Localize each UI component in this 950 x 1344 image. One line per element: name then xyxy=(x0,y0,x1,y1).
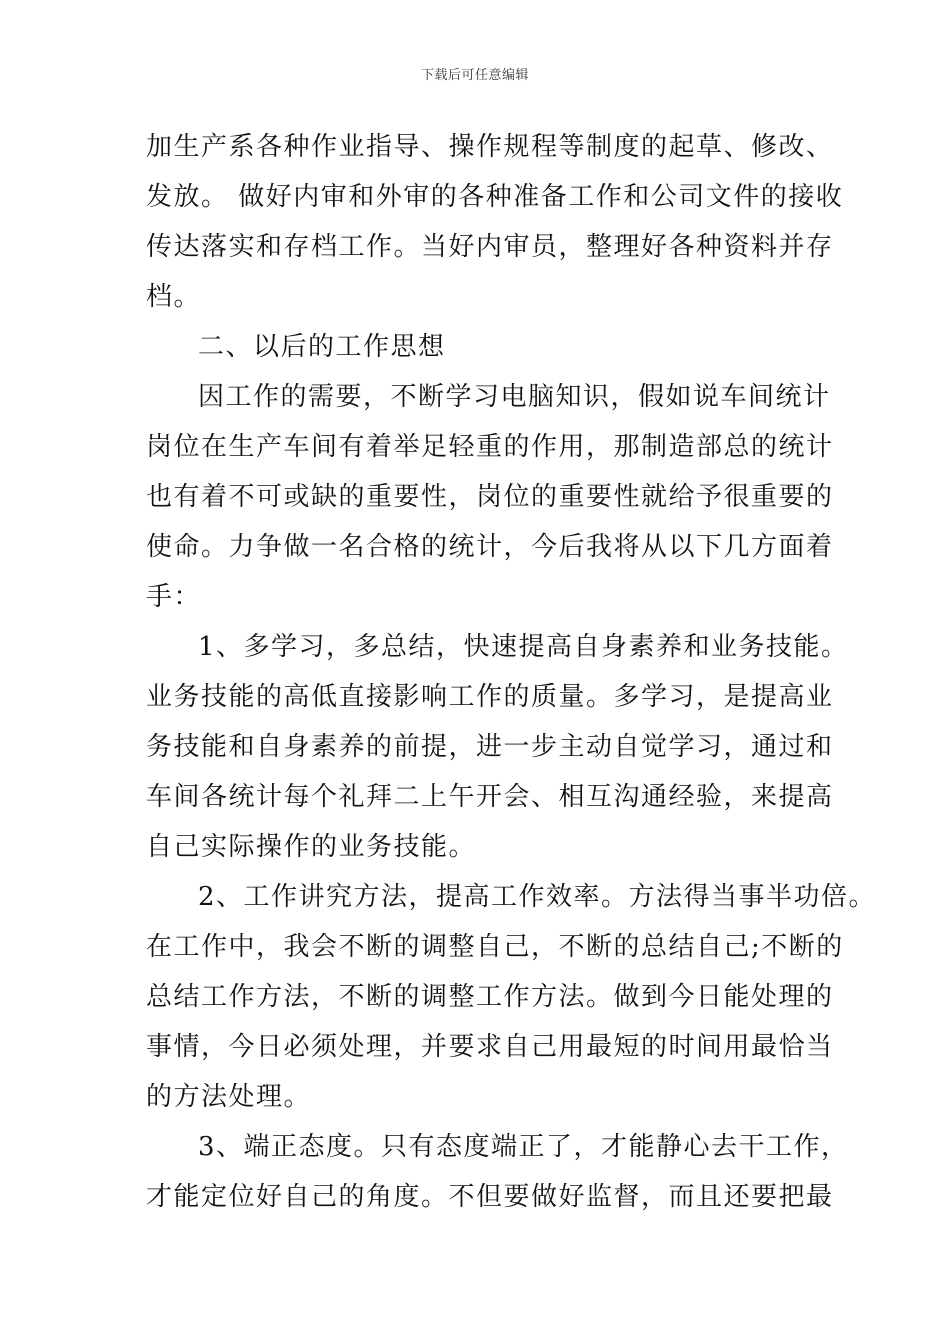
text-line: 岗位在生产车间有着举足轻重的作用，那制造部总的统计 xyxy=(146,432,834,462)
text-line: 在工作中，我会不断的调整自己，不断的总结自己;不断的 xyxy=(146,932,844,962)
text-line: 业务技能的高低直接影响工作的质量。多学习，是提高业 xyxy=(146,682,834,712)
text-line: 手： xyxy=(146,582,202,612)
page-header: 下载后可任意编辑 xyxy=(420,68,529,83)
list-item-heading: 3、端正态度。只有态度端正了，才能静心去干工作， xyxy=(198,1132,849,1162)
text-line: 使命。力争做一名合格的统计，今后我将从以下几方面着 xyxy=(146,532,834,562)
text-line: 自己实际操作的业务技能。 xyxy=(146,832,477,862)
text-line: 务技能和自身素养的前提，进一步主动自觉学习，通过和 xyxy=(146,732,834,762)
text-line: 传达落实和存档工作。当好内审员，整理好各种资料并存 xyxy=(146,232,834,262)
list-item-heading: 2、工作讲究方法，提高工作效率。方法得当事半功倍。 xyxy=(198,882,877,912)
text-line: 事情，今日必须处理，并要求自己用最短的时间用最恰当 xyxy=(146,1032,834,1062)
section-heading: 二、以后的工作思想 xyxy=(198,332,446,362)
list-item-heading: 1、多学习，多总结，快速提高自身素养和业务技能。 xyxy=(198,632,849,662)
text-line: 因工作的需要，不断学习电脑知识，假如说车间统计 xyxy=(198,382,831,412)
text-line: 才能定位好自己的角度。不但要做好监督，而且还要把最 xyxy=(146,1182,834,1212)
text-line: 发放。 做好内审和外审的各种准备工作和公司文件的接收 xyxy=(146,182,844,212)
text-line: 的方法处理。 xyxy=(146,1082,312,1112)
document-body xyxy=(146,122,877,1222)
text-line: 加生产系各种作业指导、操作规程等制度的起草、修改、 xyxy=(146,132,834,162)
text-line: 档。 xyxy=(146,282,202,312)
text-line: 也有着不可或缺的重要性，岗位的重要性就给予很重要的 xyxy=(146,482,834,512)
text-line: 车间各统计每个礼拜二上午开会、相互沟通经验，来提高 xyxy=(146,782,834,812)
text-line: 总结工作方法，不断的调整工作方法。做到今日能处理的 xyxy=(146,982,834,1012)
